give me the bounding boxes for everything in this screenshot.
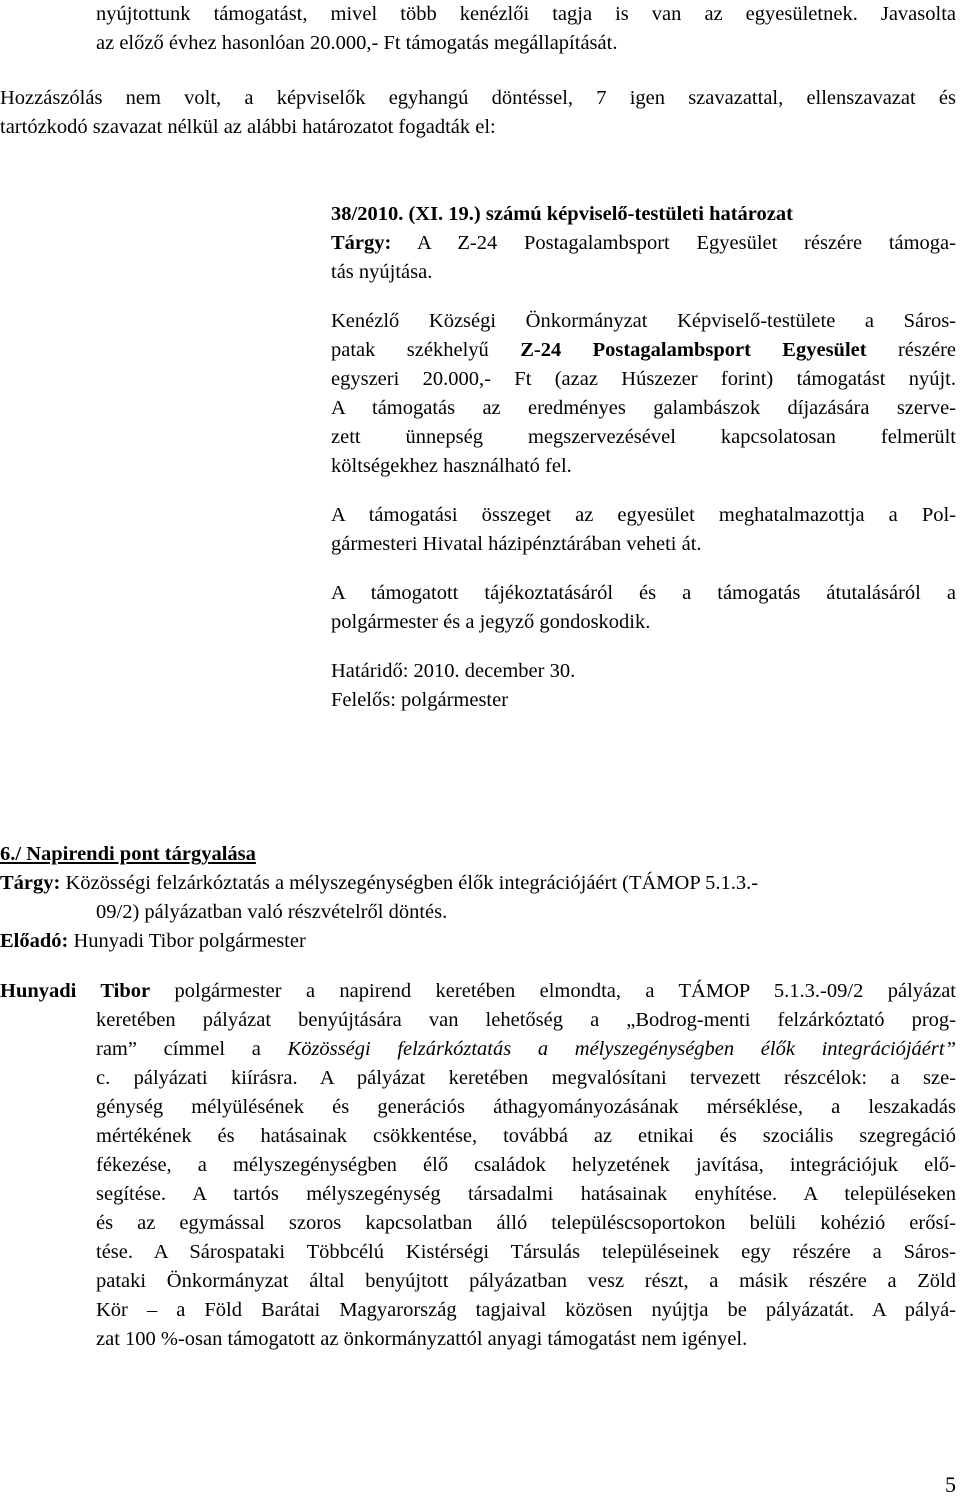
text-line: tartózkodó szavazat nélkül az alábbi határozatot fogadták el: — [0, 116, 496, 138]
resolution-subject — [331, 229, 956, 258]
text-line — [0, 977, 956, 1006]
speaker-name: Hunyadi Tibor — [0, 980, 151, 1002]
deadline: Határidő: 2010. december 30. — [331, 660, 576, 682]
text-line: zat 100 %-osan támogatott az önkormányzattól anyagi támogatást nem igényel. — [96, 1328, 748, 1350]
text-line: zett ünnepség megszervezésével kapcsolatosan felmerült — [331, 426, 956, 448]
text-line: Kenézlő Községi Önkormányzat Képviselő-testülete a Sáros- — [331, 310, 956, 332]
text-line: mértékének és hatásainak csökkentése, továbbá az etnikai és szociális szegregáció — [96, 1125, 956, 1147]
presenter-name: Hunyadi Tibor polgármester — [73, 930, 306, 952]
text-line: Hozzászólás nem volt, a képviselők egyhangú döntéssel, 7 igen szavazattal, ellenszavazat és — [0, 87, 956, 109]
text-line — [331, 336, 956, 365]
resolution-title: 38/2010. (XI. 19.) számú képviselő-testületi határozat — [331, 203, 793, 225]
intro-paragraph — [0, 84, 956, 142]
text-line: A támogatási összeget az egyesület meghatalmazottja a Pol- — [331, 504, 956, 526]
text-line: és az egymással szoros kapcsolatban álló településcsoportokon belüli kohézió erősí- — [96, 1212, 956, 1234]
text-line: génység mélyülésének és generációs áthagyományozásának mérséklése, a leszakadás — [96, 1096, 956, 1118]
presenter-label: Előadó: — [0, 930, 69, 952]
text-span: patak székhelyű — [331, 339, 489, 361]
text-line: A támogatás az eredményes galambászok díjazására szerve- — [331, 397, 956, 419]
resolution-paragraph-3 — [331, 579, 956, 637]
carry-over-paragraph — [96, 0, 956, 58]
project-title: Közösségi felzárkóztatás a mélyszegénységben élők integrációjáért” — [287, 1038, 956, 1060]
text-line: keretében pályázat benyújtására van lehetőség a „Bodrog-menti felzárkóztató prog- — [96, 1009, 956, 1031]
responsible: Felelős: polgármester — [331, 689, 509, 711]
subject-text-cont: 09/2) pályázatban való részvételről döntés. — [96, 901, 448, 923]
resolution-block — [331, 200, 956, 715]
text-span: ram” címmel a — [96, 1038, 261, 1060]
text-line: c. pályázati kiírásra. A pályázat keretében megvalósítani tervezett részcélok: a sze- — [96, 1067, 956, 1089]
agenda-presenter — [0, 927, 956, 956]
subject-text: Közösségi felzárkóztatás a mélyszegénységben élők integrációjáért (TÁMOP 5.1.3.- — [65, 872, 759, 894]
text-line — [0, 869, 956, 898]
resolution-paragraph-1 — [331, 307, 956, 481]
subject-text: A Z-24 Postagalambsport Egyesület részére támoga- — [416, 232, 956, 254]
agenda-body-paragraph — [0, 977, 956, 1354]
text-line: egyszeri 20.000,- Ft (azaz Húszezer forint) támogatást nyújt. — [331, 368, 956, 390]
agenda-section — [0, 840, 956, 1354]
text-line: tése. A Sárospataki Többcélú Kistérségi Társulás településeinek egy részére a Sáros- — [96, 1241, 956, 1263]
text-line: Kör – a Föld Barátai Magyarország tagjaival közösen nyújtja be pályázatát. A pályá- — [96, 1299, 956, 1321]
text-line: nyújtottunk támogatást, mivel több kenézlői tagja is van az egyesületnek. Javasolta — [96, 3, 956, 25]
subject-label: Tárgy: — [0, 872, 61, 894]
agenda-heading: 6./ Napirendi pont tárgyalása — [0, 843, 256, 865]
page-number: 5 — [945, 1472, 956, 1497]
text-line: segítése. A tartós mélyszegénység társadalmi hatásainak enyhítése. A településeken — [96, 1183, 956, 1205]
text-line: A támogatott tájékoztatásáról és a támogatás átutalásáról a — [331, 582, 956, 604]
text-line: az előző évhez hasonlóan 20.000,- Ft támogatás megállapítását. — [96, 32, 618, 54]
subject-text-cont: tás nyújtása. — [331, 261, 433, 283]
subject-label: Tárgy: — [331, 232, 392, 254]
resolution-paragraph-2 — [331, 501, 956, 559]
text-line: gármesteri Hivatal házipénztárában veheti át. — [331, 533, 702, 555]
text-line: költségekhez használható fel. — [331, 455, 572, 477]
text-line — [96, 1035, 956, 1064]
association-name: Z-24 Postagalambsport Egyesület — [520, 339, 867, 361]
text-line: pataki Önkormányzat által benyújtott pályázatban vesz részt, a másik részére a Zöld — [96, 1270, 956, 1292]
text-line: fékezése, a mélyszegénységben élő családok helyzetének javítása, integrációjuk elő- — [96, 1154, 956, 1176]
text-span: részére — [897, 339, 957, 361]
agenda-subject — [0, 869, 956, 927]
text-line: polgármester és a jegyző gondoskodik. — [331, 611, 651, 633]
text-span: polgármester a napirend keretében elmondta, a TÁMOP 5.1.3.-09/2 pályázat — [174, 980, 957, 1002]
